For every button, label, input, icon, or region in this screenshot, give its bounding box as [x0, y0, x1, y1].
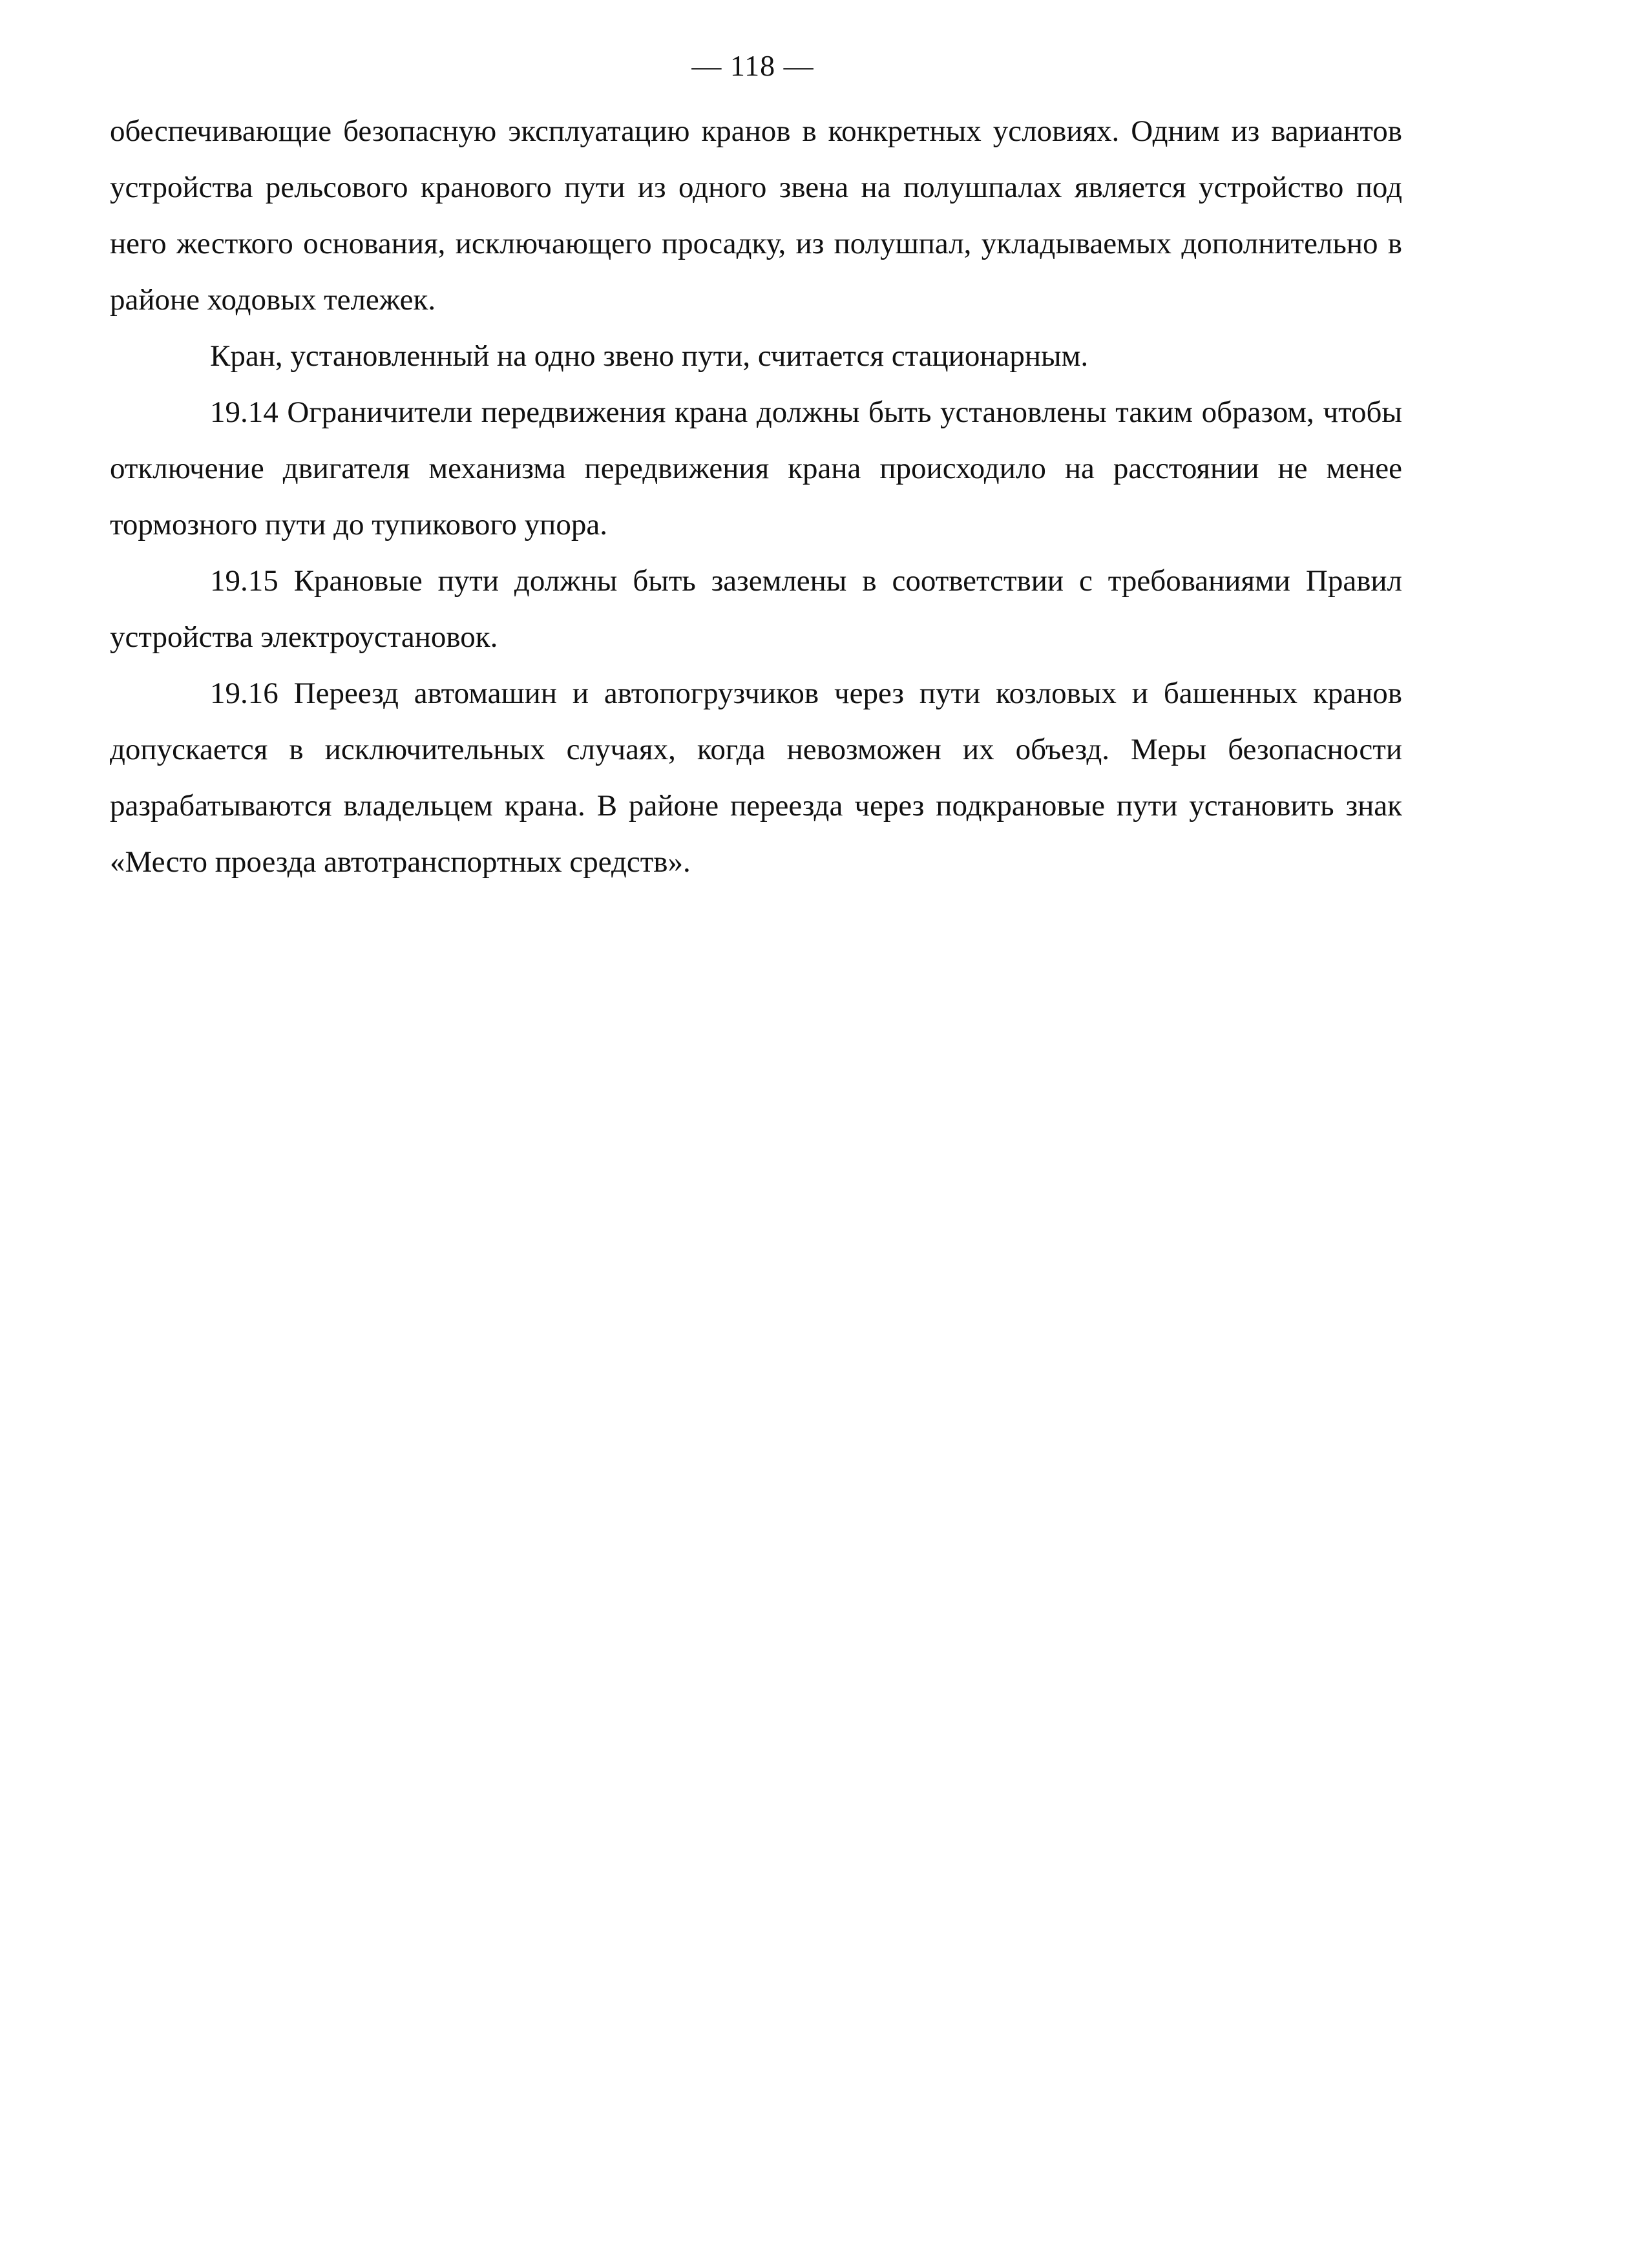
paragraph-continuation: обеспечивающие безопасную эксплуатацию кранов в конкретных условиях. Одним из вариантов устройства рельсового кранового пути из одного звена на полушпалах является устройство под него жесткого основания, исключающего просадку, из полушпал, укладываемых дополнительно в районе ходовых тележек.	[110, 114, 1402, 317]
paragraph-19-15: 19.15 Крановые пути должны быть заземлены в соответствии с требованиями Правил устройства электроустановок.	[110, 564, 1402, 654]
body-text	[110, 103, 1402, 890]
paragraph-stationary-crane: Кран, установленный на одно звено пути, считается стационарным.	[210, 339, 1089, 373]
page-number: — 118 —	[691, 49, 814, 82]
paragraph-19-16: 19.16 Переезд автомашин и автопогрузчиков через пути козловых и башенных кранов допускается в исключительных случаях, когда невозможен их объезд. Меры безопасности разрабатываются владельцем крана. В районе переезда через подкрановые пути установить знак «Место проезда автотранспортных средств».	[110, 677, 1402, 879]
paragraph-19-14: 19.14 Ограничители передвижения крана должны быть установлены таким образом, чтобы отключение двигателя механизма передвижения крана происходило на расстоянии не менее тормозного пути до тупикового упора.	[110, 395, 1402, 541]
